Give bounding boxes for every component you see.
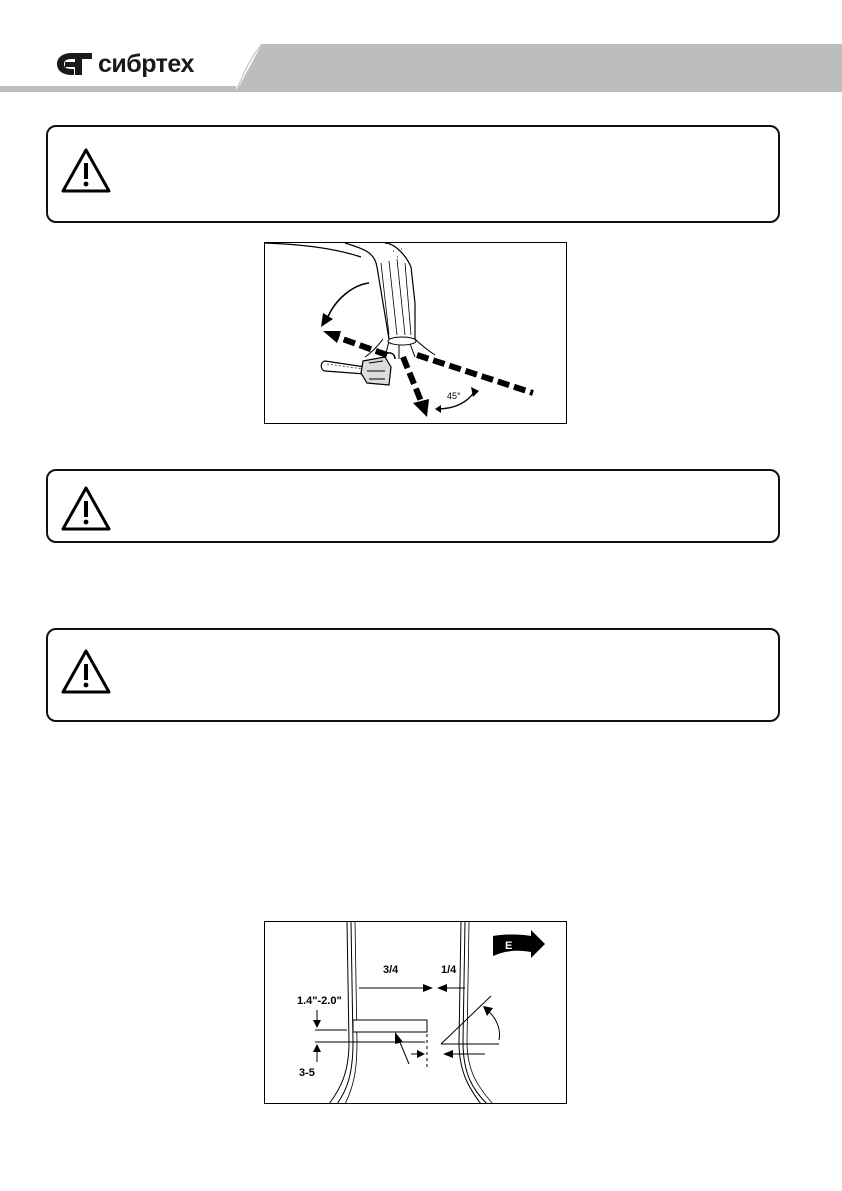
- warning-triangle-icon: [60, 485, 112, 533]
- warning-box-2: [46, 469, 780, 543]
- direction-letter: E: [505, 940, 513, 952]
- felling-direction-figure: [264, 242, 567, 424]
- brand-mark-icon: [56, 51, 94, 77]
- label-range: 3-5: [299, 1067, 315, 1079]
- warning-triangle-icon: [60, 648, 112, 696]
- felling-illustration: [265, 243, 568, 425]
- brand-name: сибртех: [98, 49, 194, 78]
- notch-diagram: [265, 922, 568, 1105]
- felling-notch-figure: [264, 921, 567, 1104]
- angle-label: 45°: [447, 391, 461, 401]
- label-three-quarter: 3/4: [383, 964, 399, 976]
- felling-direction-arrow-icon: [493, 930, 545, 958]
- warning-box-3: [46, 628, 780, 722]
- label-height: 1.4"-2.0": [297, 995, 342, 1007]
- brand-logo: [56, 48, 194, 80]
- warning-triangle-icon: [60, 147, 112, 195]
- label-quarter: 1/4: [441, 964, 457, 976]
- warning-box-1: [46, 125, 780, 223]
- chainsaw-icon: [321, 353, 395, 385]
